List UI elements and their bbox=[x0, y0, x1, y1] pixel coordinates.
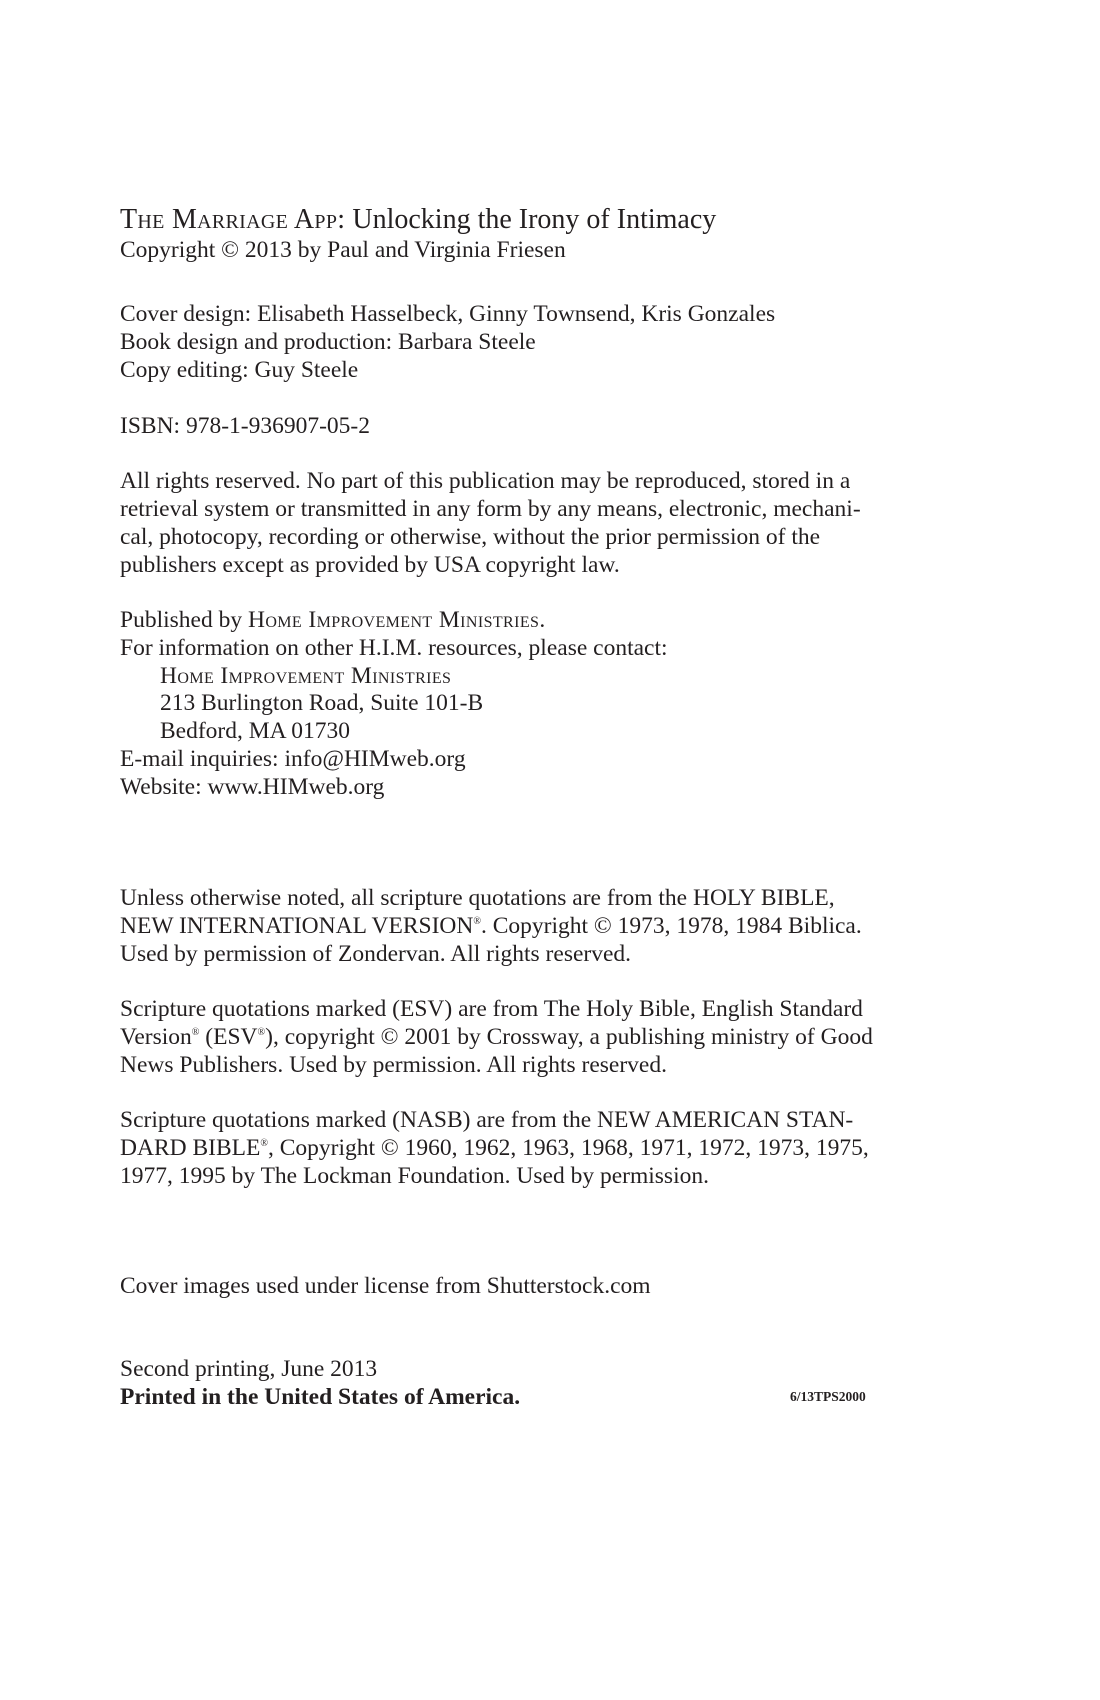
rights-line-4: publishers except as provided by USA copyright law. bbox=[120, 552, 620, 578]
copyright-line: Copyright © 2013 by Paul and Virginia Friesen bbox=[120, 237, 566, 263]
cover-images-license: Cover images used under license from Shutterstock.com bbox=[120, 1273, 651, 1299]
esv-copyright: ), copyright © 2001 by Crossway, a publishing ministry of Good bbox=[265, 1024, 873, 1050]
niv-copyright: . Copyright © 1973, 1978, 1984 Biblica. bbox=[480, 913, 862, 939]
rights-line-1: All rights reserved. No part of this publication may be reproduced, stored in a bbox=[120, 468, 851, 494]
registered-mark: ® bbox=[257, 1027, 266, 1039]
rights-line-3: cal, photocopy, recording or otherwise, without the prior permission of the bbox=[120, 524, 821, 550]
book-title bbox=[120, 203, 716, 237]
cover-design-credit: Cover design: Elisabeth Hasselbeck, Ginny Townsend, Kris Gonzales bbox=[120, 301, 776, 327]
esv-abbrev: (ESV bbox=[199, 1024, 258, 1050]
nasb-version: DARD BIBLE bbox=[120, 1135, 261, 1161]
nasb-copyright: , Copyright © 1960, 1962, 1963, 1968, 1971, 1972, 1973, 1975, bbox=[267, 1135, 869, 1161]
niv-line-2 bbox=[120, 911, 862, 941]
address-city: Bedford, MA 01730 bbox=[160, 718, 350, 744]
printing-edition: Second printing, June 2013 bbox=[120, 1356, 378, 1382]
registered-mark: ® bbox=[473, 916, 481, 928]
niv-line-3: Used by permission of Zondervan. All rights reserved. bbox=[120, 941, 632, 967]
nasb-line-2 bbox=[120, 1133, 869, 1163]
book-design-credit: Book design and production: Barbara Steele bbox=[120, 329, 536, 355]
published-by-prefix: Published by bbox=[120, 607, 243, 633]
esv-line-3: News Publishers. Used by permission. All rights reserved. bbox=[120, 1052, 667, 1078]
book-name: The Marriage App: bbox=[120, 204, 346, 235]
publisher-period: . bbox=[539, 607, 546, 633]
esv-line-2 bbox=[120, 1022, 873, 1052]
nasb-line-3: 1977, 1995 by The Lockman Foundation. Used by permission. bbox=[120, 1163, 709, 1189]
publisher-name: Home Improvement Ministries bbox=[247, 607, 540, 633]
niv-version: NEW INTERNATIONAL VERSION bbox=[120, 913, 474, 939]
nasb-line-1: Scripture quotations marked (NASB) are from the NEW AMERICAN STAN- bbox=[120, 1107, 854, 1133]
print-code: 6/13TPS2000 bbox=[790, 1389, 866, 1404]
address-name: Home Improvement Ministries bbox=[160, 663, 452, 689]
registered-mark: ® bbox=[191, 1027, 200, 1039]
published-by bbox=[120, 605, 545, 635]
esv-line-1: Scripture quotations marked (ESV) are from The Holy Bible, English Standard bbox=[120, 996, 863, 1022]
copy-editing-credit: Copy editing: Guy Steele bbox=[120, 357, 359, 383]
printed-country: Printed in the United States of America. bbox=[120, 1384, 521, 1410]
address-street: 213 Burlington Road, Suite 101-B bbox=[160, 690, 484, 716]
website: Website: www.HIMweb.org bbox=[120, 774, 385, 800]
email-inquiries: E-mail inquiries: info@HIMweb.org bbox=[120, 746, 466, 772]
registered-mark: ® bbox=[260, 1138, 268, 1150]
esv-version: Version bbox=[120, 1024, 192, 1050]
contact-info-line: For information on other H.I.M. resources, please contact: bbox=[120, 635, 668, 661]
isbn: ISBN: 978-1-936907-05-2 bbox=[120, 413, 370, 439]
rights-line-2: retrieval system or transmitted in any form by any means, electronic, mechani- bbox=[120, 496, 861, 522]
niv-line-1: Unless otherwise noted, all scripture quotations are from the HOLY BIBLE, bbox=[120, 885, 835, 911]
book-subtitle: Unlocking the Irony of Intimacy bbox=[352, 204, 717, 235]
